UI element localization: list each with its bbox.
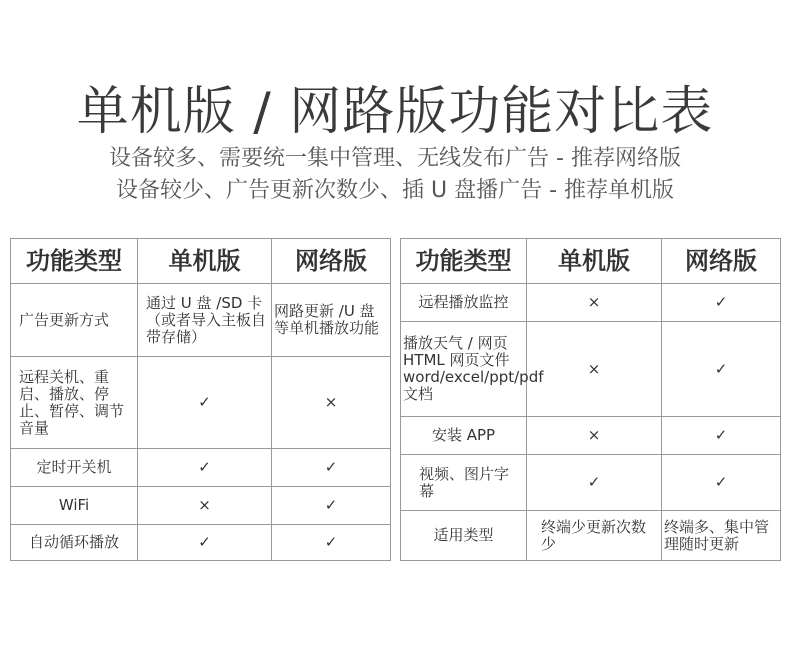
comparison-table-left	[10, 238, 391, 561]
feature-cell: 播放天气 / 网页 HTML 网页文件 word/excel/ppt/pdf 文档	[401, 322, 527, 417]
standalone-mark: ×	[527, 322, 662, 417]
subtitle-line-network: 设备较多、需要统一集中管理、无线发布广告 - 推荐网络版	[109, 146, 681, 171]
standalone-mark: ×	[527, 417, 662, 455]
page-title: 单机版 / 网路版功能对比表	[76, 82, 714, 142]
feature-cell: 广告更新方式	[11, 284, 138, 357]
feature-cell: 视频、图片字幕	[401, 455, 527, 511]
standalone-cell: 终端少更新次数少	[527, 511, 662, 561]
header-network: 网络版	[662, 239, 781, 284]
feature-cell: 自动循环播放	[11, 525, 138, 561]
feature-cell: 适用类型	[401, 511, 527, 561]
network-mark: ✓	[662, 322, 781, 417]
feature-cell: 定时开关机	[11, 449, 138, 487]
standalone-mark: ×	[527, 284, 662, 322]
table-row	[401, 322, 781, 417]
network-cell: 网路更新 /U 盘等单机播放功能	[272, 284, 391, 357]
table-row	[11, 487, 391, 525]
table-row	[401, 455, 781, 511]
header-feature-type: 功能类型	[401, 239, 527, 284]
header-network: 网络版	[272, 239, 391, 284]
feature-cell: 远程关机、重启、播放、停止、暂停、调节音量	[11, 357, 138, 449]
network-mark: ✓	[272, 449, 391, 487]
table-row	[11, 449, 391, 487]
standalone-cell: 通过 U 盘 /SD 卡（或者导入主板自带存储）	[138, 284, 272, 357]
network-mark: ✓	[272, 487, 391, 525]
table-header-row	[11, 239, 391, 284]
table-row	[401, 417, 781, 455]
header-standalone: 单机版	[527, 239, 662, 284]
feature-cell: 远程播放监控	[401, 284, 527, 322]
standalone-mark: ✓	[138, 449, 272, 487]
header-standalone: 单机版	[138, 239, 272, 284]
standalone-mark: ×	[138, 487, 272, 525]
network-mark: ✓	[272, 525, 391, 561]
table-header-row	[401, 239, 781, 284]
network-cell: 终端多、集中管理随时更新	[662, 511, 781, 561]
standalone-mark: ✓	[527, 455, 662, 511]
feature-cell: WiFi	[11, 487, 138, 525]
table-row	[11, 357, 391, 449]
network-mark: ✓	[662, 417, 781, 455]
header-feature-type: 功能类型	[11, 239, 138, 284]
network-mark: ✓	[662, 455, 781, 511]
network-mark: ✓	[662, 284, 781, 322]
table-row	[11, 284, 391, 357]
feature-cell: 安装 APP	[401, 417, 527, 455]
network-mark: ×	[272, 357, 391, 449]
standalone-mark: ✓	[138, 357, 272, 449]
standalone-mark: ✓	[138, 525, 272, 561]
table-row	[401, 511, 781, 561]
table-row	[11, 525, 391, 561]
subtitle-line-standalone: 设备较少、广告更新次数少、插 U 盘播广告 - 推荐单机版	[115, 178, 674, 203]
comparison-table-right	[400, 238, 781, 561]
table-row	[401, 284, 781, 322]
